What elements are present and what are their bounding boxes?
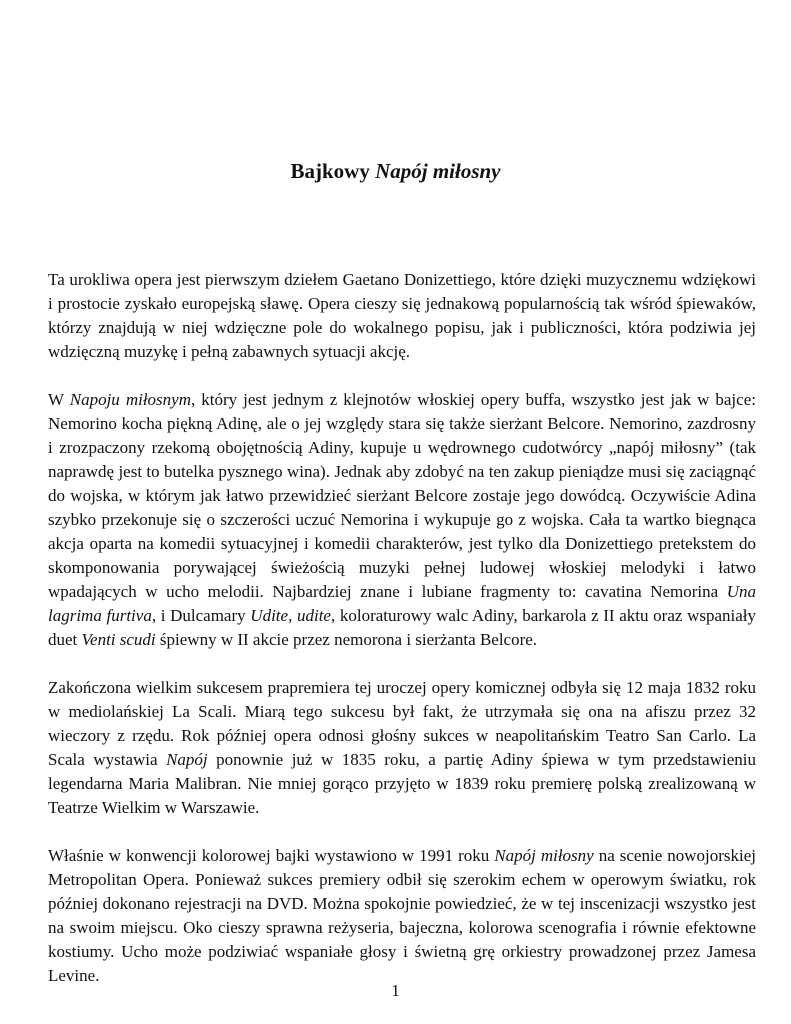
page-number: 1	[391, 981, 400, 1000]
italic-text-run: Udite, udite	[250, 606, 331, 625]
title-italic: Napój miłosny	[375, 159, 501, 183]
text-run: na scenie nowojorskiej Metropolitan Opera. Ponieważ sukces premiery odbił się szerokim echem w operowym światku, rok później dokonano rejestracji na DVD. Można spokojnie powiedzieć, że w tej inscenizacji wszystko jest na swoim miejscu. Oko cieszy sprawna reżyseria, bajeczna, kolorowa scenografia i równie efektowne kostiumy. Ucho może podziwiać wspaniałe głosy i świetną grę orkiestry prowadzonej przez Jamesa Levine.	[48, 846, 757, 985]
paragraph	[48, 844, 756, 988]
text-run: , i Dulcamary	[151, 606, 251, 625]
italic-text-run: Napoju miłosnym	[69, 390, 191, 409]
italic-text-run: Napój miłosny	[494, 846, 594, 865]
text-run: Ta urokliwa opera jest pierwszym dziełem Gaetano Donizettiego, które dzięki muzycznemu wdziękowi i prostocie zyskało europejską sławę. Opera cieszy się jednakową popularnością tak wśród śpiewaków, którzy znajdują w niej wdzięczne pole do wokalnego popisu, jak i publiczności, która podziwia jej wdzięczną muzykę i pełną zabawnych sytuacji akcję.	[48, 270, 756, 361]
italic-text-run: Una lagrima furtiva	[48, 582, 756, 625]
text-run: W	[48, 390, 70, 409]
paragraph	[48, 388, 756, 652]
text-run: , koloraturowy walc Adiny, barkarola z II aktu oraz wspaniały duet	[48, 606, 757, 649]
document-title	[0, 156, 791, 186]
text-run: Zakończona wielkim sukcesem prapremiera tej uroczej opery komicznej odbyła się 12 maja 1832 roku w mediolańskiej La Scali. Miarą tego sukcesu był fakt, że utrzymała się ona na afiszu przez 32 wieczory z rzędu. Rok później opera odnosi głośny sukces w neapolitańskim Teatro San Carlo. La Scala wystawia	[48, 678, 756, 769]
article-body	[48, 268, 756, 1012]
italic-text-run: Venti scudi	[81, 630, 156, 649]
text-run: Właśnie w konwencji kolorowej bajki wystawiono w 1991 roku	[48, 846, 495, 865]
text-run: śpiewny w II akcie przez nemorona i sierżanta Belcore.	[155, 630, 538, 649]
italic-text-run: Napój	[166, 750, 208, 769]
paragraph	[48, 676, 756, 820]
text-run: ponownie już w 1835 roku, a partię Adiny śpiewa w tym przedstawieniu legendarna Maria Malibran. Nie mniej gorąco przyjęto w 1839 roku premierę polską zrealizowaną w Teatrze Wielkim w Warszawie.	[48, 750, 756, 817]
title-prefix: Bajkowy	[290, 159, 376, 183]
text-run: , który jest jednym z klejnotów włoskiej opery buffa, wszystko jest jak w bajce: Nemorino kocha piękną Adinę, ale o jej względy stara się także sierżant Belcore. Nemorino, zazdrosny i zrozpaczony rzekomą obojętnością Adiny, kupuje u wędrownego cudotwórcy „napój miłosny” (tak naprawdę jest to butelka pysznego wina). Jednak aby zdobyć na ten zakup pieniądze musi się zaciągnąć do wojska, w którym jak łatwo przewidzieć sierżant Belcore zostaje jego dowódcą. Oczywiście Adina szybko przekonuje się o szczerości uczuć Nemorina i wykupuje go z wojska. Cała ta wartko biegnąca akcja oparta na komedii sytuacyjnej i komedii charakterów, jest tylko dla Donizettiego pretekstem do skomponowania porywającej świeżością muzyki pełnej ludowej włoskiej melodyki i łatwo wpadających w ucho melodii. Najbardziej znane i lubiane fragmenty to: cavatina Nemorina	[48, 390, 756, 601]
paragraph	[48, 268, 756, 364]
